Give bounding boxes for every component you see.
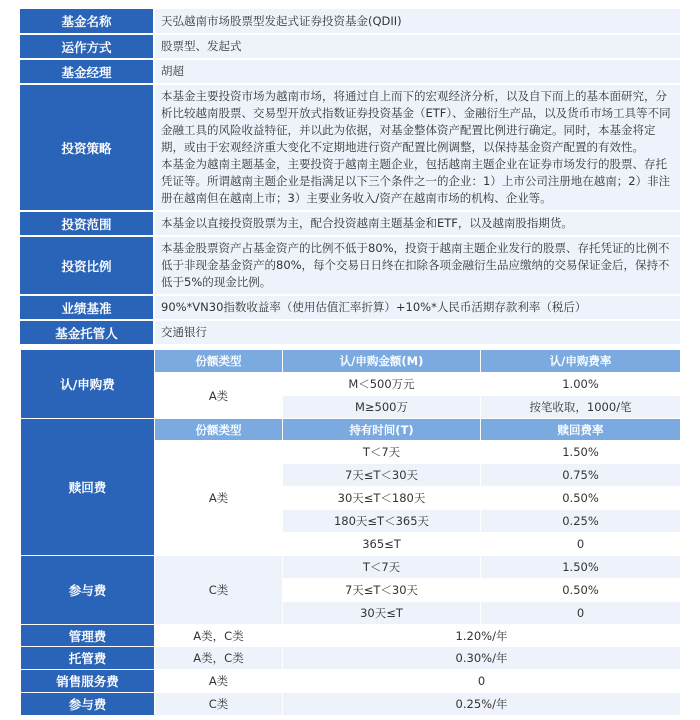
redemption-header-row (21, 419, 681, 441)
participation-rate-2: 0.50% (481, 579, 681, 602)
participation-period-3: 30天≤T (283, 602, 481, 625)
table-row (21, 647, 681, 670)
table-row (21, 556, 681, 579)
redemption-period-2: 7天≤T＜30天 (283, 464, 481, 487)
subscription-rate-2: 按笔收取，1000/笔 (481, 396, 681, 419)
strategy-paragraph-2: 本基金为越南主题基金，主要投资于越南主题企业，包括越南主题企业在证券市场发行的股票、存托凭证等。所谓越南主题企业是指满足以下三个条件之一的企业：1）上市公司注册地在越南；2）非注册在越南但在越南上市；3）主要业务收入/资产在越南市场的机构、企业等。 (161, 157, 671, 205)
subscription-header-amount: 认/申购金额(M) (283, 350, 481, 373)
participation-period-2: 7天≤T＜30天 (283, 579, 481, 602)
redemption-rate-5: 0 (481, 533, 681, 556)
participation-period-1: T＜7天 (283, 556, 481, 579)
subscription-amount-1: M＜500万元 (283, 373, 481, 396)
value-benchmark: 90%*VN30指数收益率（使用估值汇率折算）+10%*人民币活期存款利率（税后） (154, 295, 680, 320)
redemption-period-4: 180天≤T＜365天 (283, 510, 481, 533)
row-scope (20, 211, 680, 236)
participation2-rate: 0.25%/年 (283, 693, 681, 716)
redemption-header-share: 份额类型 (155, 419, 283, 441)
subscription-amount-2: M≥500万 (283, 396, 481, 419)
participation-rate-3: 0 (481, 602, 681, 625)
redemption-rate-4: 0.25% (481, 510, 681, 533)
row-ratio (20, 236, 680, 295)
redemption-rate-2: 0.75% (481, 464, 681, 487)
redemption-period-1: T＜7天 (283, 441, 481, 464)
redemption-period-3: 30天≤T＜180天 (283, 487, 481, 510)
row-operation (20, 34, 680, 59)
management-label: 管理费 (21, 625, 155, 647)
value-manager: 胡超 (154, 59, 680, 84)
label-strategy: 投资策略 (20, 84, 154, 211)
redemption-period-5: 365≤T (283, 533, 481, 556)
participation2-share-class: C类 (155, 693, 283, 716)
row-fund-name (20, 9, 680, 34)
label-benchmark: 业绩基准 (20, 295, 154, 320)
subscription-share-class: A类 (155, 373, 283, 419)
redemption-rate-3: 0.50% (481, 487, 681, 510)
redemption-label: 赎回费 (21, 419, 155, 556)
redemption-header-period: 持有时间(T) (283, 419, 481, 441)
participation-share-class: C类 (155, 556, 283, 625)
label-manager: 基金经理 (20, 59, 154, 84)
value-operation: 股票型、发起式 (154, 34, 680, 59)
subscription-rate-1: 1.00% (481, 373, 681, 396)
subscription-header-rate: 认/申购费率 (481, 350, 681, 373)
custody-share-class: A类，C类 (155, 647, 283, 670)
label-fund-name: 基金名称 (20, 9, 154, 34)
label-custodian: 基金托管人 (20, 320, 154, 345)
management-rate: 1.20%/年 (283, 625, 681, 647)
participation-label: 参与费 (21, 556, 155, 625)
row-strategy (20, 84, 680, 211)
table-row (21, 693, 681, 716)
sales-service-label: 销售服务费 (21, 670, 155, 693)
fee-table (20, 349, 681, 716)
custody-rate: 0.30%/年 (283, 647, 681, 670)
value-custodian: 交通银行 (154, 320, 680, 345)
fund-info-table (20, 9, 680, 346)
table-row (21, 670, 681, 693)
sales-service-share-class: A类 (155, 670, 283, 693)
strategy-paragraph-1: 本基金主要投资市场为越南市场，将通过自上而下的宏观经济分析，以及自下而上的基本面研究，分析比较越南股票、交易型开放式指数证券投资基金（ETF）、金融衍生产品，以及货币市场工具等不同金融工具的风险收益特征，并以此为依据，对基金整体资产配置比例进行确定。同时，本基金将定期，或由于宏观经济重大变化不定期地进行资产配置比例调整，以保持基金资产配置的有效性。 (161, 89, 671, 154)
label-ratio: 投资比例 (20, 236, 154, 295)
management-share-class: A类，C类 (155, 625, 283, 647)
subscription-label: 认/申购费 (21, 350, 155, 419)
redemption-share-class: A类 (155, 441, 283, 556)
custody-label: 托管费 (21, 647, 155, 670)
participation2-label: 参与费 (21, 693, 155, 716)
subscription-header-share: 份额类型 (155, 350, 283, 373)
row-custodian (20, 320, 680, 345)
redemption-rate-1: 1.50% (481, 441, 681, 464)
subscription-header-row (21, 350, 681, 373)
value-ratio: 本基金股票资产占基金资产的比例不低于80%，投资于越南主题企业发行的股票、存托凭证的比例不低于非现金基金资产的80%，每个交易日日终在扣除各项金融衍生品应缴纳的交易保证金后，保持不低于5%的现金比例。 (154, 236, 680, 295)
value-strategy (154, 84, 680, 211)
label-scope: 投资范围 (20, 211, 154, 236)
value-fund-name: 天弘越南市场股票型发起式证券投资基金(QDII) (154, 9, 680, 34)
row-benchmark (20, 295, 680, 320)
value-scope: 本基金以直接投资股票为主，配合投资越南主题基金和ETF，以及越南股指期货。 (154, 211, 680, 236)
table-row (21, 625, 681, 647)
label-operation: 运作方式 (20, 34, 154, 59)
redemption-header-rate: 赎回费率 (481, 419, 681, 441)
participation-rate-1: 1.50% (481, 556, 681, 579)
sales-service-rate: 0 (283, 670, 681, 693)
row-manager (20, 59, 680, 84)
